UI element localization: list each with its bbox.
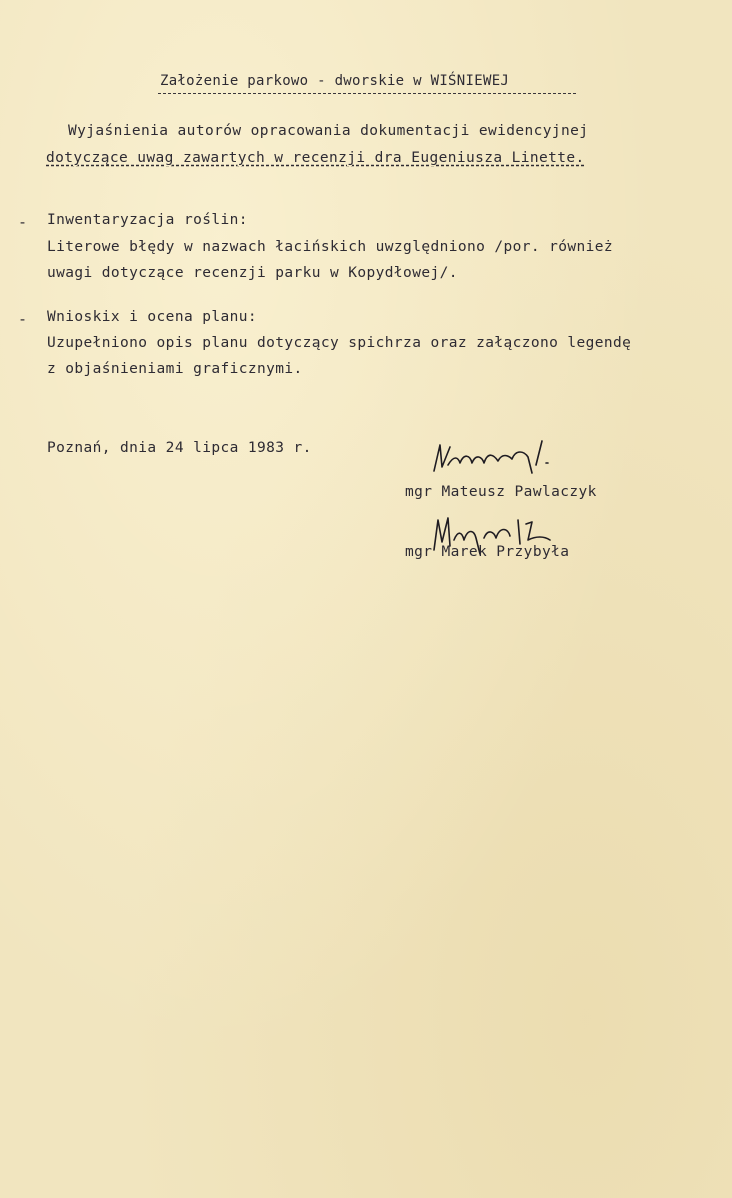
title-underline [158,93,576,94]
section-1-line-1: Literowe błędy w nazwach łacińskich uwzględniono /por. również [47,239,614,255]
bullet-dash-1: - [18,213,28,231]
subtitle-line-2: dotyczące uwag zawartych w recenzji dra Eugeniusza Linette. [46,150,585,166]
author-1-name: mgr Mateusz Pawlaczyk [405,484,597,500]
section-1-line-2: uwagi dotyczące recenzji parku w Kopydłowej/. [47,265,458,281]
document-title: Założenie parkowo - dworskie w WIŚNIEWEJ [160,73,510,89]
place-and-date: Poznań, dnia 24 lipca 1983 r. [47,440,312,456]
subtitle-line-1: Wyjaśnienia autorów opracowania dokumentacji ewidencyjnej [68,123,589,139]
section-2-line-2: z objaśnieniami graficznymi. [47,361,303,377]
signature-1 [428,437,578,479]
section-2-heading: Wnioskix i ocena planu: [47,309,257,325]
author-2-name: mgr Marek Przybyła [405,544,570,560]
section-1-heading: Inwentaryzacja roślin: [47,212,248,228]
section-2-line-1: Uzupełniono opis planu dotyczący spichrza oraz załączono legendę [47,335,632,351]
bullet-dash-2: - [18,310,28,328]
